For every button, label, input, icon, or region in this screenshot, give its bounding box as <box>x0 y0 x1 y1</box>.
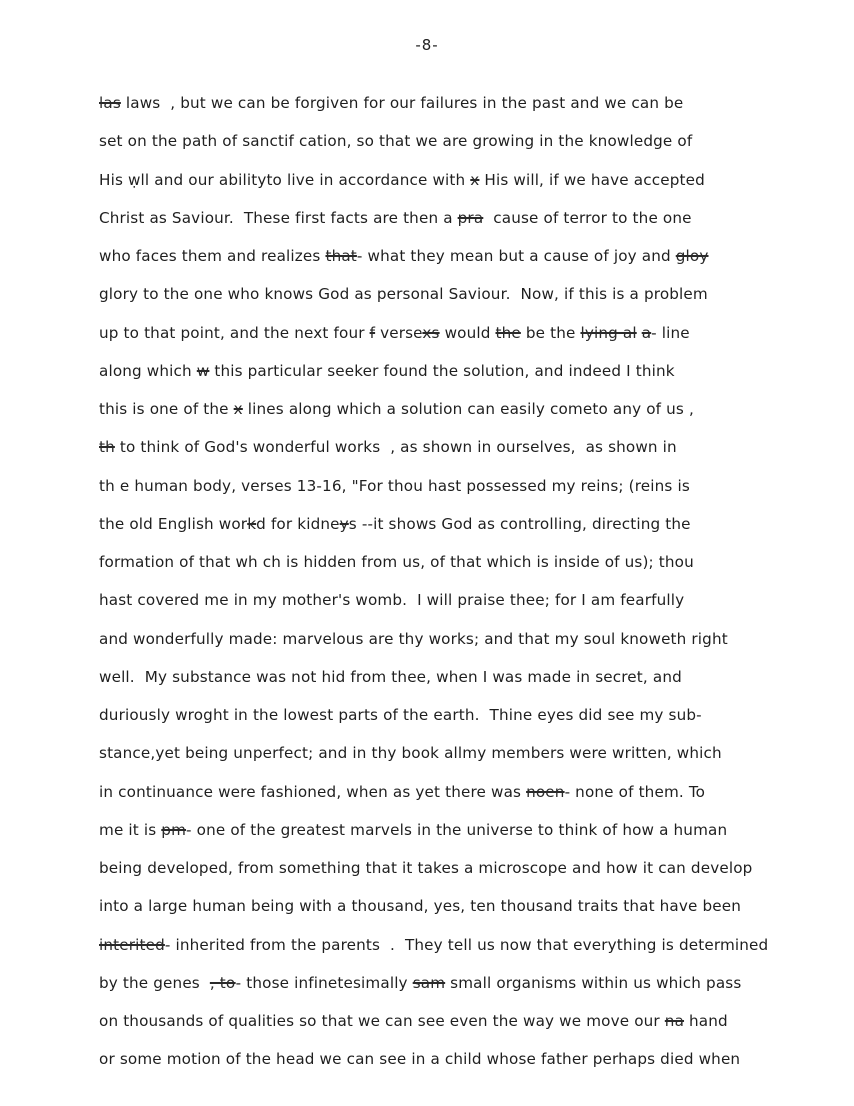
text-line <box>99 208 692 228</box>
text-line <box>99 935 768 955</box>
text-line <box>99 552 694 572</box>
text-line <box>99 629 728 649</box>
struck-text: x <box>233 400 243 418</box>
line-text: into a large human being with a thousand, yes, ten thousand traits that have been <box>99 897 742 916</box>
line-text: this is one of the <box>99 400 234 418</box>
line-text: along which <box>99 361 197 380</box>
line-text: laws , but we can be forgiven for our failures in the past and we can be <box>120 94 684 112</box>
struck-text: x <box>470 170 480 189</box>
line-text: - what they mean but a cause of joy and <box>356 247 676 265</box>
line-text: this particular seeker found the solution, and indeed I think <box>209 361 675 380</box>
struck-text: the <box>495 323 521 342</box>
text-line <box>99 514 691 534</box>
line-text: who faces them and realizes <box>99 247 326 265</box>
line-text: - line <box>651 323 690 342</box>
text-line <box>99 246 709 266</box>
line-text: or some motion of the head we can see in a child whose father perhaps died when <box>99 1050 741 1069</box>
text-line <box>99 131 692 151</box>
text-line <box>99 973 741 993</box>
text-line <box>99 1011 728 1031</box>
struck-text: y <box>339 514 349 533</box>
text-line <box>99 743 722 763</box>
line-text: His ẉll and our abilityto live in accordance with <box>99 170 471 189</box>
line-text: verse <box>375 323 423 342</box>
line-text: me it is <box>99 820 162 839</box>
line-text: being developed, from something that it takes a microscope and how it can develop <box>99 859 753 877</box>
line-text: duriously wroght in the lowest parts of the earth. Thine eyes did see my sub- <box>99 706 702 724</box>
line-text: set on the path of sanctif cation, so that we are growing in the knowledge of <box>99 132 693 151</box>
line-text: be the <box>520 323 581 342</box>
page-number: -8- <box>415 36 439 54</box>
struck-text: interited <box>99 935 165 954</box>
line-text: th e human body, verses 13-16, "For thou hast possessed my reins; (reins is <box>99 476 690 495</box>
line-text: formation of that wh ch is hidden from us, of that which is inside of us); thou <box>99 553 694 571</box>
text-line <box>99 476 690 496</box>
line-text: by the genes <box>99 973 210 992</box>
struck-text: k <box>247 514 257 533</box>
line-text: - one of the greatest marvels in the universe to think of how a human <box>186 820 728 839</box>
text-line <box>99 399 694 419</box>
line-text: Christ as Saviour. These first facts are then a <box>99 208 458 227</box>
line-text: d for kidne <box>256 514 340 533</box>
line-text: on thousands of qualities so that we can see even the way we move our <box>99 1012 665 1030</box>
text-line <box>99 705 702 725</box>
struck-text: pra <box>457 208 484 227</box>
struck-text: a <box>641 323 652 342</box>
text-line <box>99 170 705 190</box>
struck-text: pm <box>161 820 187 839</box>
line-text: hast covered me in my mother's womb. I will praise thee; for I am fearfully <box>99 591 685 610</box>
text-line <box>99 820 727 840</box>
struck-text: na <box>664 1012 685 1030</box>
text-line <box>99 284 708 304</box>
line-text: s --it shows God as controlling, directing the <box>348 514 691 533</box>
struck-text: f <box>369 323 376 342</box>
struck-text: las <box>99 94 121 112</box>
struck-text: that <box>325 247 357 265</box>
struck-text: lying al <box>580 323 637 342</box>
line-text: cause of terror to the one <box>483 208 692 227</box>
text-line <box>99 323 690 343</box>
line-text: stance,yet being unperfect; and in thy book allmy members were written, which <box>99 744 722 763</box>
line-text: would <box>439 323 496 342</box>
text-line <box>99 667 682 687</box>
text-line <box>99 93 683 113</box>
line-text: up to that point, and the next four <box>99 323 370 342</box>
line-text: glory to the one who knows God as personal Saviour. Now, if this is a problem <box>99 285 708 304</box>
text-line <box>99 361 675 381</box>
line-text: hand <box>684 1012 728 1030</box>
struck-text: , to <box>209 973 236 992</box>
text-line <box>99 858 752 878</box>
line-text: His will, if we have accepted <box>479 170 705 189</box>
line-text: small organisms within us which pass <box>445 973 742 992</box>
text-line <box>99 1049 740 1069</box>
struck-text: gloy <box>675 247 709 265</box>
line-text: - inherited from the parents . They tell us now that everything is determined <box>164 935 769 954</box>
struck-text: w <box>196 361 210 380</box>
struck-text: xs <box>422 323 440 342</box>
text-line <box>99 782 705 802</box>
text-line <box>99 437 677 457</box>
line-text: well. My substance was not hid from thee, when I was made in secret, and <box>99 667 682 686</box>
struck-text: sam <box>412 973 446 992</box>
line-text: the old English wor <box>99 514 248 533</box>
text-line <box>99 896 741 916</box>
text-line <box>99 590 684 610</box>
line-text: - those infinetesimally <box>235 973 413 992</box>
line-text: lines along which a solution can easily cometo any of us , <box>242 400 694 418</box>
line-text: - none of them. To <box>564 782 706 801</box>
line-text: and wonderfully made: marvelous are thy works; and that my soul knoweth right <box>99 629 728 648</box>
line-text: in continuance were fashioned, when as yet there was <box>99 782 527 801</box>
struck-text: th <box>99 438 115 457</box>
struck-text: noen <box>526 782 565 801</box>
line-text: to think of God's wonderful works , as shown in ourselves, as shown in <box>114 438 677 457</box>
